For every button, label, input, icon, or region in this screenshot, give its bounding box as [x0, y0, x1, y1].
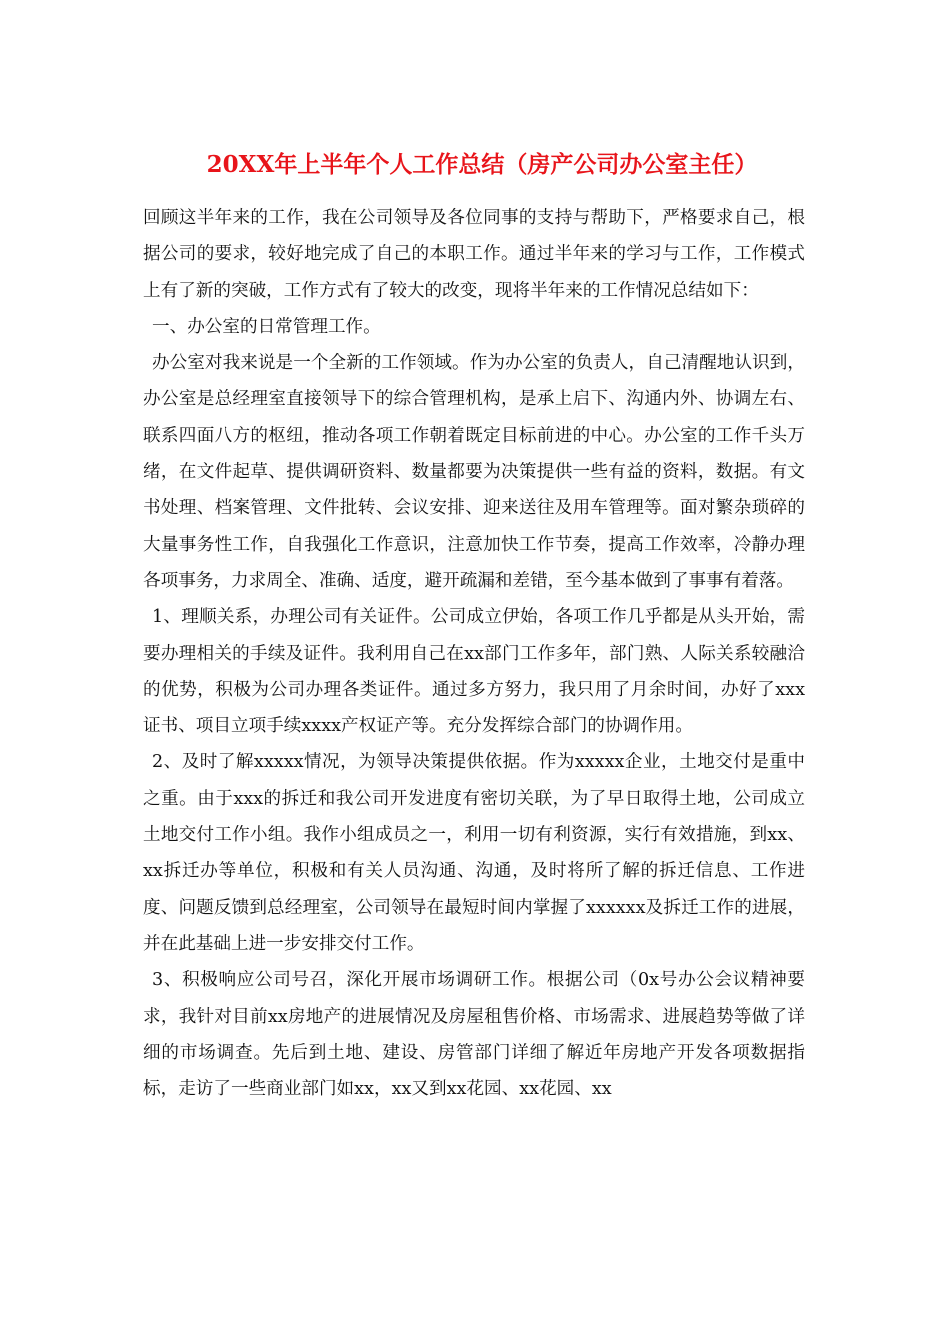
paragraph-item-3: 3、积极响应公司号召，深化开展市场调研工作。根据公司（0x号办公会议精神要求，我针对目前xx房地产的进展情况及房屋租售价格、市场需求、进展趋势等做了详细的市场调查。先后到土地、建设、房管部门详细了解近年房地产开发各项数据指标，走访了一些商业部门如xx，xx又到xx花园、xx花园、xx [143, 970, 805, 1100]
paragraph-office-role: 办公室对我来说是一个全新的工作领域。作为办公室的负责人，自己清醒地认识到，办公室是总经理室直接领导下的综合管理机构，是承上启下、沟通内外、协调左右、联系四面八方的枢纽，推动各项工作朝着既定目标前进的中心。办公室的工作千头万绪，在文件起草、提供调研资料、数量都要为决策提供一些有益的资料，数据。有文书处理、档案管理、文件批转、会议安排、迎来送往及用车管理等。面对繁杂琐碎的大量事务性工作，自我强化工作意识，注意加快工作节奏，提高工作效率，冷静办理各项事务，力求周全、准确、适度，避开疏漏和差错，至今基本做到了事事有着落。 [143, 353, 805, 591]
document-body [143, 200, 805, 1107]
document-title: 20XX年上半年个人工作总结（房产公司办公室主任） [206, 151, 758, 178]
section-heading-daily-management: 一、办公室的日常管理工作。 [152, 316, 381, 337]
paragraph-item-2: 2、及时了解xxxxx情况，为领导决策提供依据。作为xxxxx企业，土地交付是重中之重。由于xxx的拆迁和我公司开发进度有密切关联，为了早日取得土地，公司成立土地交付工作小组。我作小组成员之一，利用一切有利资源，实行有效措施，到xx、xx拆迁办等单位，积极和有关人员沟通、沟通，及时将所了解的拆迁信息、工作进度、问题反馈到总经理室，公司领导在最短时间内掌握了xxxxxx及拆迁工作的进展，并在此基础上进一步安排交付工作。 [143, 752, 805, 954]
paragraph-item-1: 1、理顺关系，办理公司有关证件。公司成立伊始，各项工作几乎都是从头开始，需要办理相关的手续及证件。我利用自己在xx部门工作多年，部门熟、人际关系较融洽的优势，积极为公司办理各类证件。通过多方努力，我只用了月余时间，办好了xxx证书、项目立项手续xxxx产权证产等。充分发挥综合部门的协调作用。 [143, 607, 805, 737]
paragraph-intro: 回顾这半年来的工作，我在公司领导及各位同事的支持与帮助下，严格要求自己，根据公司的要求，较好地完成了自己的本职工作。通过半年来的学习与工作，工作模式上有了新的突破，工作方式有了较大的改变，现将半年来的工作情况总结如下： [143, 208, 805, 301]
